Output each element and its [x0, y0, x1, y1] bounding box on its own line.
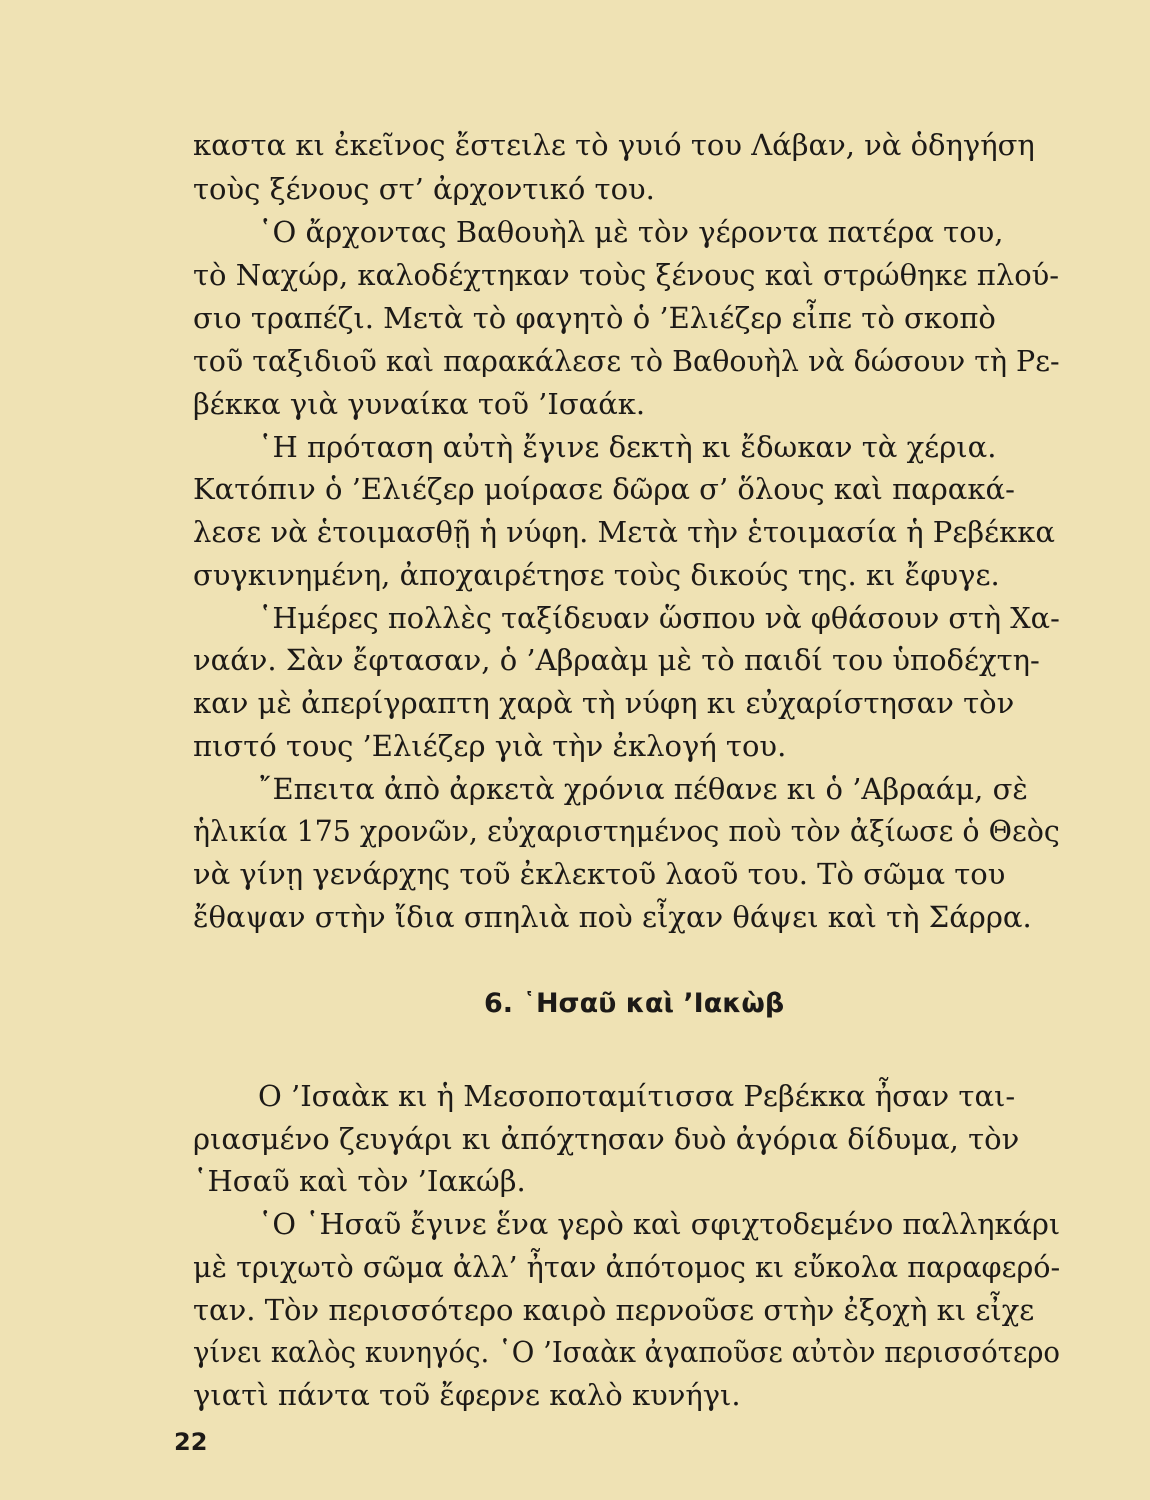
- text-line: γίνει καλὸς κυνηγός. ῾Ο ’Ισαὰκ ἀγαποῦσε αὐτὸν περισσότερο: [193, 1335, 1061, 1369]
- text-line: Κατόπιν ὁ ’Ελιέζερ μοίρασε δῶρα σ’ ὅλους καὶ παρακά-: [193, 472, 1015, 506]
- text-line: ταν. Τὸν περισσότερο καιρὸ περνοῦσε στὴν ἐξοχὴ κι εἶχε: [193, 1293, 1035, 1327]
- text-line: Ο ’Ισαὰκ κι ἡ Μεσοποταμίτισσα Ρεβέκκα ἦσαν ται-: [258, 1079, 1016, 1113]
- text-line: ριασμένο ζευγάρι κι ἀπόχτησαν δυὸ ἀγόρια δίδυμα, τὸν: [193, 1122, 1020, 1156]
- text-line: ναάν. Σὰν ἔφτασαν, ὁ ’Αβραὰμ μὲ τὸ παιδί του ὑποδέχτη-: [193, 643, 1040, 677]
- page-number: 22: [174, 1428, 208, 1456]
- text-line: καστα κι ἐκεῖνος ἔστειλε τὸ γυιό του Λάβαν, νὰ ὁδηγήση: [193, 128, 1035, 162]
- text-line: σιο τραπέζι. Μετὰ τὸ φαγητὸ ὁ ’Ελιέζερ εἶπε τὸ σκοπὸ: [193, 301, 996, 335]
- text-line: συγκινημένη, ἀποχαιρέτησε τοὺς δικούς της. κι ἔφυγε.: [193, 558, 1000, 592]
- text-line: μὲ τριχωτὸ σῶμα ἀλλ’ ἦταν ἀπότομος κι εὔκολα παραφερό-: [193, 1250, 1061, 1284]
- text-line: ῾Ο ῾Ησαῦ ἔγινε ἕνα γερὸ καὶ σφιχτοδεμένο παλληκάρι: [258, 1207, 1061, 1241]
- text-line: βέκκα γιὰ γυναίκα τοῦ ’Ισαάκ.: [193, 387, 646, 421]
- text-line: ῾Ησαῦ καὶ τὸν ’Ιακώβ.: [193, 1164, 526, 1198]
- section-heading: 6. ῾Ησαῦ καὶ ’Ιακὼβ: [484, 988, 785, 1019]
- text-line: ἔθαψαν στὴν ἴδια σπηλιὰ ποὺ εἶχαν θάψει καὶ τὴ Σάρρα.: [193, 900, 1032, 934]
- text-line: καν μὲ ἀπερίγραπτη χαρὰ τὴ νύφη κι εὐχαρίστησαν τὸν: [193, 686, 1015, 720]
- text-line: τοῦ ταξιδιοῦ καὶ παρακάλεσε τὸ Βαθουὴλ νὰ δώσουν τὴ Ρε-: [193, 344, 1060, 378]
- text-line: γιατὶ πάντα τοῦ ἔφερνε καλὸ κυνήγι.: [193, 1378, 741, 1412]
- text-line: ῾Ημέρες πολλὲς ταξίδευαν ὥσπου νὰ φθάσουν στὴ Χα-: [258, 601, 1060, 635]
- text-line: λεσε νὰ ἑτοιμασθῇ ἡ νύφη. Μετὰ τὴν ἑτοιμασία ἡ Ρεβέκκα: [193, 515, 1055, 549]
- text-line: τοὺς ξένους στ’ ἀρχοντικό του.: [193, 172, 655, 206]
- text-line: πιστό τους ’Ελιέζερ γιὰ τὴν ἐκλογή του.: [193, 729, 787, 763]
- text-line: ῎Επειτα ἀπὸ ἀρκετὰ χρόνια πέθανε κι ὁ ’Αβραάμ, σὲ: [258, 772, 1028, 806]
- text-line: νὰ γίνῃ γενάρχης τοῦ ἐκλεκτοῦ λαοῦ του. Τὸ σῶμα του: [193, 857, 1006, 891]
- text-line: τὸ Ναχώρ, καλοδέχτηκαν τοὺς ξένους καὶ στρώθηκε πλού-: [193, 258, 1060, 292]
- text-line: ῾Ο ἄρχοντας Βαθουὴλ μὲ τὸν γέροντα πατέρα του,: [258, 215, 1004, 249]
- text-line: ἡλικία 175 χρονῶν, εὐχαριστημένος ποὺ τὸν ἀξίωσε ὁ Θεὸς: [193, 814, 1060, 848]
- text-line: ῾Η πρόταση αὐτὴ ἔγινε δεκτὴ κι ἔδωκαν τὰ χέρια.: [258, 430, 997, 464]
